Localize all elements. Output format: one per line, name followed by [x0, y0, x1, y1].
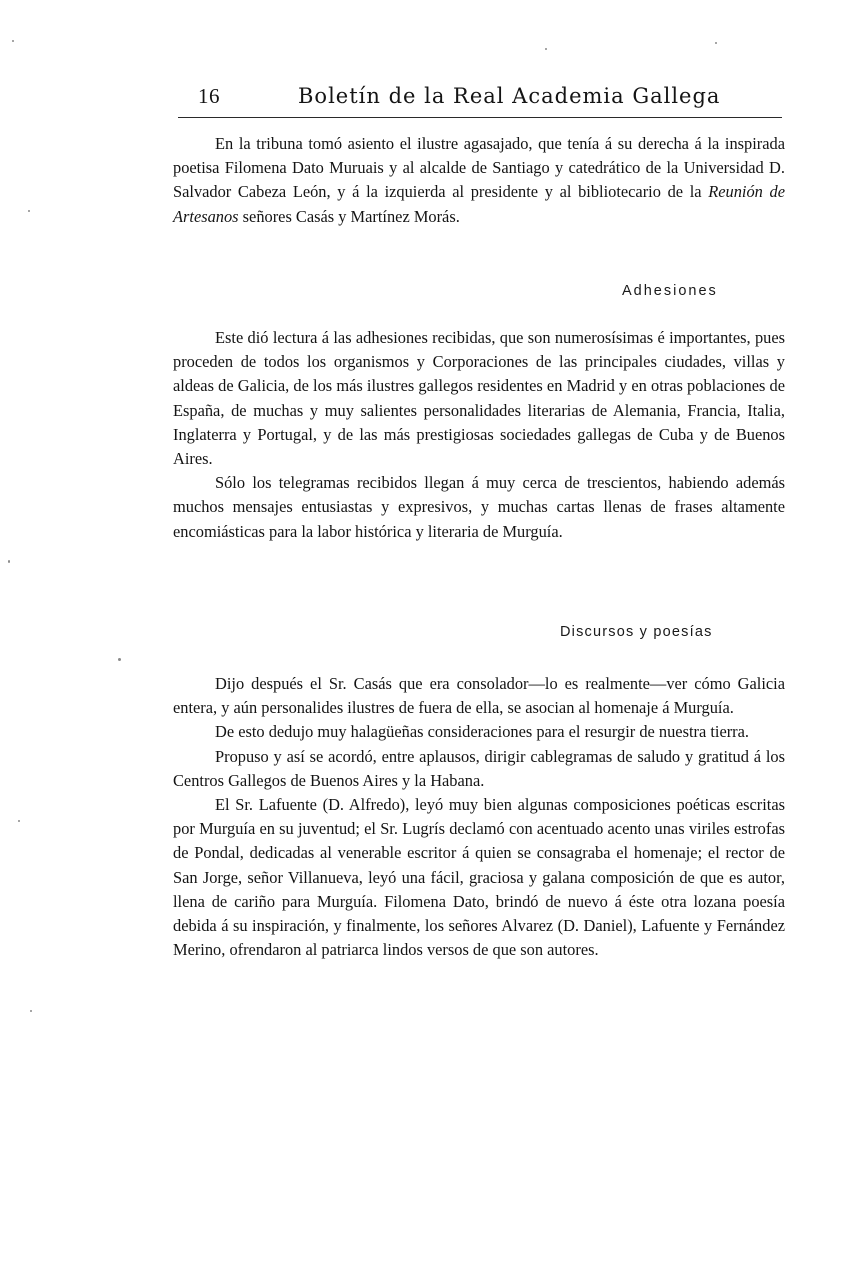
scan-speck	[18, 820, 20, 822]
section-adhesiones	[173, 326, 785, 544]
intro-italic-title: Reunión de Artesanos	[173, 182, 785, 226]
discursos-paragraph-2: De esto dedujo muy halagüeñas consideraciones para el resurgir de nuestra tierra.	[215, 722, 750, 742]
intro-text-after: señores Casás y Martínez Morás.	[238, 206, 460, 226]
scan-speck	[28, 210, 30, 212]
scan-speck	[545, 48, 547, 50]
scan-speck	[715, 42, 717, 44]
adhesiones-paragraph-1: Este dió lectura á las adhesiones recibidas, que son numerosísimas é importantes, pues proceden de todos los organismos y Corporaciones de las principales ciudades, villas y aldeas de Galicia, de los más ilustres gallegos residentes en Madrid y en otras poblaciones de España, de muchas y muy salientes personalidades literarias de Alemania, Francia, Italia, Inglaterra y Portugal, y de las más prestigiosas sociedades gallegas de Cuba y de Buenos Aires.	[173, 328, 785, 469]
scan-speck	[30, 1010, 32, 1012]
intro-text	[173, 132, 785, 229]
scan-speck	[8, 560, 10, 563]
intro-paragraph	[173, 132, 785, 229]
adhesiones-paragraph-2: Sólo los telegramas recibidos llegan á muy cerca de trescientos, habiendo además muchos mensajes entusiastas y expresivos, y muchas cartas llenas de frases altamente encomiásticas para la labor histórica y literaria de Murguía.	[173, 473, 785, 541]
scan-speck	[12, 40, 14, 42]
page-header	[178, 82, 782, 116]
discursos-paragraph-4: El Sr. Lafuente (D. Alfredo), leyó muy bien algunas composiciones poéticas escritas por Murguía en su juventud; el Sr. Lugrís declamó con acentuado acento unas viriles estrofas de Pondal, dedicadas al venerable escritor á quien se consagraba el homenaje; el rector de San Jorge, señor Villanueva, leyó una fácil, graciosa y galana composición de que es autor, llena de cariño para Murguía. Filomena Dato, brindó de nuevo á éste otra lozana poesía debida á su inspiración, y finalmente, los señores Alvarez (D. Daniel), Lafuente y Fernández Merino, ofrendaron al patriarca lindos versos de que son autores.	[173, 795, 785, 960]
page-number: 16	[198, 84, 220, 108]
discursos-paragraph-1: Dijo después el Sr. Casás que era consolador—lo es realmente—ver cómo Galicia entera, y aún personalides ilustres de fuera de ella, se asocian al homenaje á Murguía.	[173, 674, 785, 718]
section-heading-discursos: Discursos y poesías	[560, 624, 713, 640]
intro-text-before: En la tribuna tomó asiento el ilustre agasajado, que tenía á su derecha á la inspirada poetisa Filomena Dato Muruais y al alcalde de Santiago y catedrático de la Universidad D. Salvador Cabeza León, y á la izquierda al presidente y al bibliotecario de la	[173, 134, 785, 202]
section-discursos	[173, 672, 785, 962]
discursos-paragraph-3: Propuso y así se acordó, entre aplausos, dirigir cablegramas de saludo y gratitud á los Centros Gallegos de Buenos Aires y la Habana.	[173, 746, 785, 790]
scan-speck	[118, 658, 121, 661]
header-rule	[178, 117, 782, 118]
section-heading-adhesiones: Adhesiones	[622, 283, 718, 299]
journal-title: Boletín de la Real Academia Gallega	[298, 84, 721, 108]
